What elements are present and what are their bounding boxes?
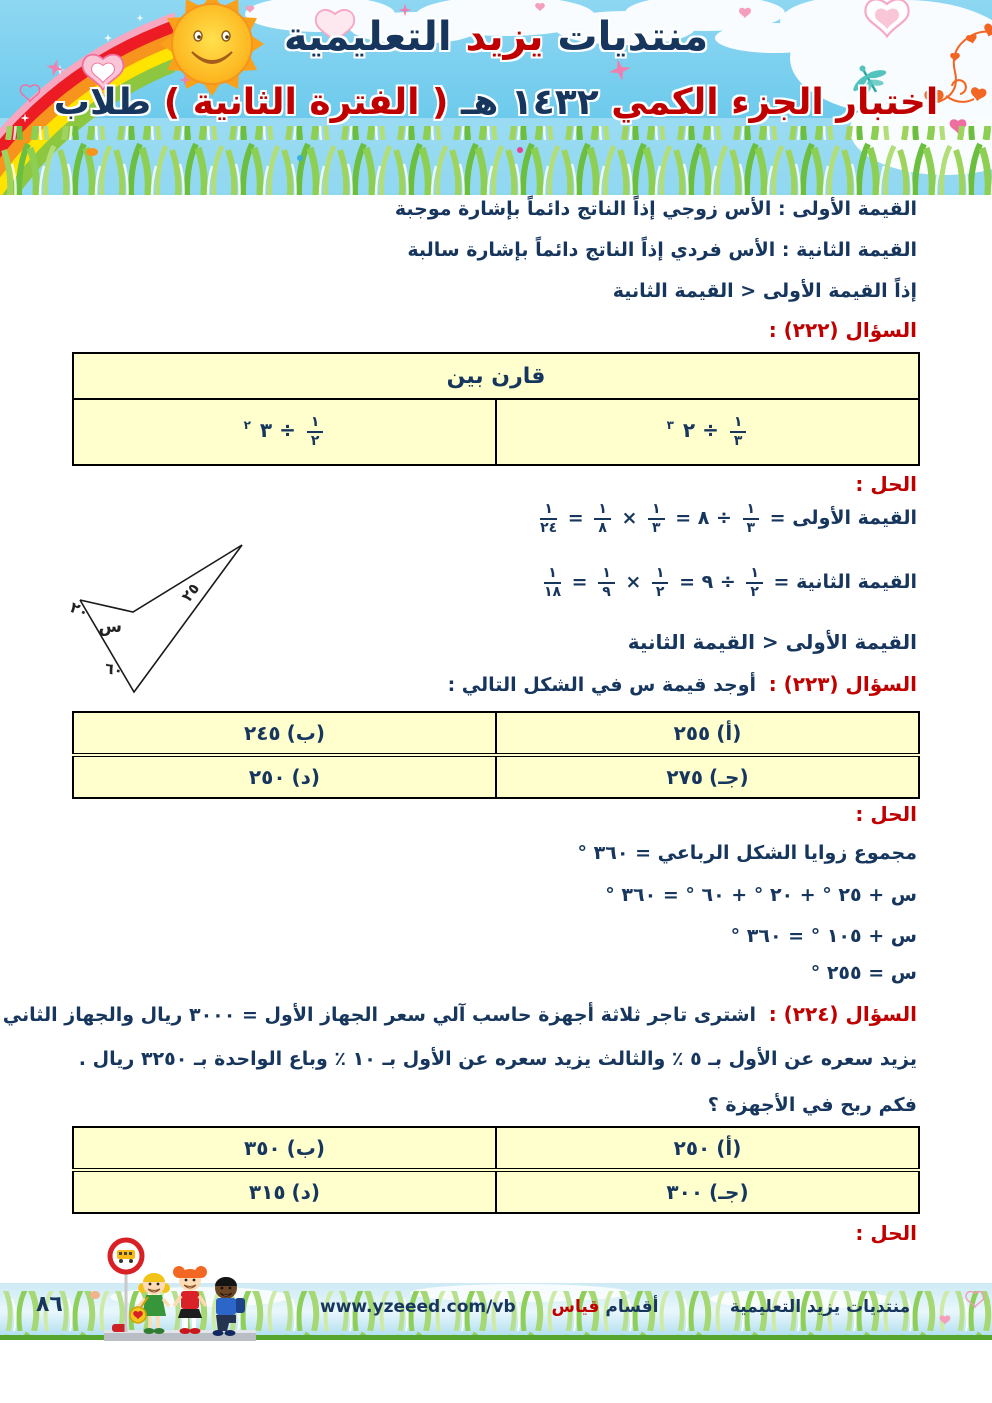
fraction: $\frac{١}{٩}$	[598, 566, 615, 599]
exam-title	[0, 82, 992, 123]
title-segment: ١٤٣٢ هـ	[448, 82, 599, 123]
decorative-header	[0, 0, 992, 195]
girl-blonde	[130, 1273, 170, 1334]
footer-section	[540, 1297, 670, 1317]
fraction: $\frac{١}{٣}$	[743, 502, 760, 535]
equation-text: ×	[614, 507, 645, 530]
second-value-cell	[73, 399, 496, 465]
option-label: (جـ)	[709, 765, 749, 789]
option-label: (أ)	[716, 1136, 742, 1160]
solution-label-3: الحل :	[855, 1221, 917, 1245]
fraction: $\frac{١}{٢}$	[652, 566, 669, 599]
q223-solution-line-2: س + ٢٥ ° + ٢٠ ° + ٦٠ ° = ٣٦٠ °	[605, 884, 917, 906]
option-label: (د)	[291, 765, 321, 789]
page-number: ٨٦	[36, 1292, 63, 1317]
q223-options-table	[72, 711, 920, 799]
table-row	[73, 755, 919, 798]
option-value: ٢٥٠	[673, 1136, 711, 1160]
option-label: (جـ)	[709, 1180, 749, 1204]
header-grass	[0, 126, 992, 195]
girl-redhead	[173, 1266, 207, 1334]
equation-text: القيمة الأولى =	[763, 507, 917, 530]
intro-line-3: إذاً القيمة الأولى < القيمة الثانية	[612, 280, 917, 302]
q223-solution-line-3: س + ١٠٥ ° = ٣٦٠ °	[730, 925, 917, 947]
question-223-label: السؤال (٢٢٣) :	[768, 672, 917, 696]
footer-section-highlight: قياس	[551, 1297, 600, 1317]
boy-sitting	[213, 1277, 246, 1336]
option-d-cell	[73, 1170, 496, 1213]
first-value-cell	[496, 399, 919, 465]
q224-options-table	[72, 1126, 920, 1214]
exponent: ٣	[666, 417, 674, 432]
figure-angle-top: ٢٥	[177, 579, 204, 606]
option-value: ٣٥٠	[243, 1136, 281, 1160]
site-title	[0, 14, 992, 60]
title-segment: اختبار الجزء الكمي	[598, 82, 939, 123]
footer-url-link[interactable]: www.yzeeed.com/vb	[320, 1297, 516, 1317]
question-224-line-3: فكم ربح في الأجهزة ؟	[707, 1094, 917, 1116]
option-d-cell	[73, 755, 496, 798]
comparison-conclusion: القيمة الأولى < القيمة الثانية	[627, 630, 917, 654]
q223-solution-line-4: س = ٢٥٥ °	[810, 962, 917, 984]
question-224-line-2: يزيد سعره عن الأول بـ ٥ ٪ والثالث يزيد سعره عن الأول بـ ١٠ ٪ وباع الواحدة بـ ٣٢٥٠ ريال .	[78, 1048, 917, 1070]
option-b-cell	[73, 712, 496, 755]
option-b-cell	[73, 1127, 496, 1170]
fraction: $\frac{١}{٢٤}$	[540, 501, 558, 536]
table-row	[73, 1170, 919, 1213]
intro-line-1: القيمة الأولى : الأس زوجي إذاً الناتج دائماً بإشارة موجبة	[394, 198, 917, 220]
equation-text: =	[561, 507, 591, 530]
title-segment: التعليمية	[283, 14, 452, 60]
kids-illustration	[98, 1236, 263, 1354]
fraction: $\frac{١}{٢}$	[746, 566, 763, 599]
solution-eq-2	[540, 566, 917, 599]
question-224-line-1: اشترى تاجر ثلاثة أجهزة حاسب آلي سعر الجهاز الأول = ٣٠٠٠ ريال والجهاز الثاني	[2, 1004, 757, 1026]
exponent: ٢	[243, 417, 251, 432]
option-c-cell	[496, 755, 919, 798]
question-222-label: السؤال (٢٢٢) :	[768, 318, 917, 342]
solution-eq-1	[536, 502, 917, 535]
fraction: $\frac{١}{٨}$	[594, 502, 611, 535]
option-a-cell	[496, 1127, 919, 1170]
compare-table	[72, 352, 920, 466]
question-223	[448, 672, 917, 696]
equation-text: =	[565, 571, 595, 594]
option-label: (ب)	[286, 721, 325, 745]
option-label: (ب)	[286, 1136, 325, 1160]
question-224-label: السؤال (٢٢٤) :	[768, 1002, 917, 1026]
figure-unknown-label: س	[98, 617, 122, 637]
question-223-text: أوجد قيمة س في الشكل التالي :	[447, 674, 757, 696]
figure-angle-bottom: ٦٠	[103, 659, 125, 680]
table-row	[73, 399, 919, 465]
fraction: $\frac{١}{١٨}$	[543, 565, 562, 600]
option-value: ٢٤٥	[243, 721, 281, 745]
question-224	[3, 1002, 917, 1026]
title-segment: طلاب	[53, 82, 152, 123]
q223-solution-line-1: مجموع زوايا الشكل الرباعي = ٣٦٠ °	[577, 842, 917, 864]
option-label: (د)	[291, 1180, 321, 1204]
option-value: ٣١٥	[248, 1180, 286, 1204]
title-segment: منتديات	[543, 14, 709, 60]
title-segment: ( الفترة الثانية )	[151, 82, 449, 123]
footer-brand: منتديات يزيد التعليمية	[729, 1297, 911, 1317]
equation-text: ÷ ٣	[252, 418, 303, 443]
option-c-cell	[496, 1170, 919, 1213]
solution-label-2: الحل :	[855, 802, 917, 826]
title-segment: يزيد	[451, 14, 544, 60]
quadrilateral-figure	[52, 528, 312, 722]
equation-text: ÷ ٨ =	[668, 507, 739, 530]
equation-text: القيمة الثانية =	[766, 571, 917, 594]
option-value: ٢٥٥	[673, 721, 711, 745]
option-value: ٢٥٠	[248, 765, 286, 789]
option-value: ٢٧٥	[666, 765, 704, 789]
figure-angle-left: ٢٠	[67, 598, 92, 622]
compare-table-title: قارن بين	[73, 353, 919, 399]
fraction: $\frac{١}{٣}$	[730, 415, 747, 448]
option-label: (أ)	[716, 721, 742, 745]
footer-section-word: أقسام	[599, 1297, 659, 1317]
intro-line-2: القيمة الثانية : الأس فردي إذاً الناتج دائماً بإشارة سالبة	[407, 239, 917, 261]
table-row	[73, 712, 919, 755]
fraction: $\frac{١}{٣}$	[648, 502, 665, 535]
equation-text: ÷ ٢	[675, 418, 726, 443]
equation-text: ×	[618, 571, 648, 594]
fraction: $\frac{١}{٢}$	[307, 415, 324, 448]
table-row	[73, 1127, 919, 1170]
option-value: ٣٠٠	[666, 1180, 704, 1204]
equation-text: ÷ ٩ =	[672, 571, 743, 594]
option-a-cell	[496, 712, 919, 755]
solution-label-1: الحل :	[855, 472, 917, 496]
